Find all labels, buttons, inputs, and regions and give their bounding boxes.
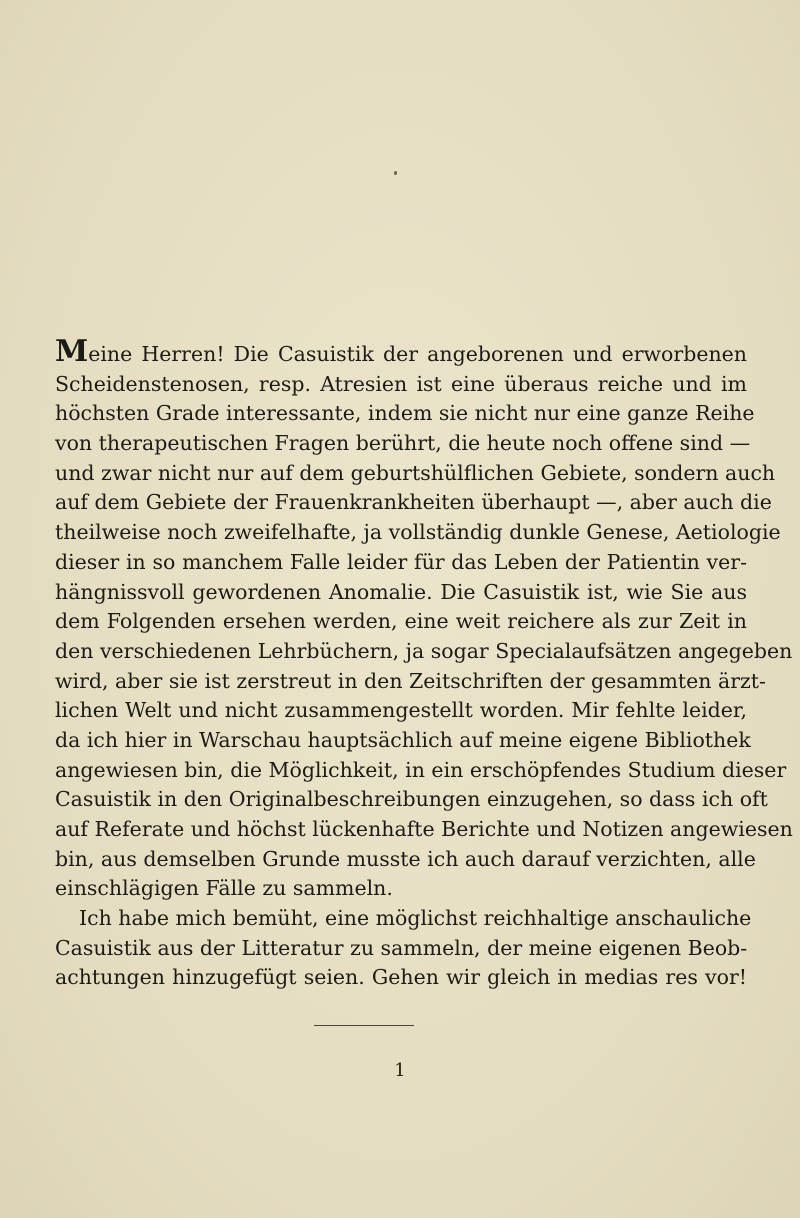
text-line: angewiesen bin, die Möglichkeit, in ein erschöpfendes Studium dieser	[55, 757, 787, 782]
text-line: Meine Herren! Die Casuistik der angeborenen und erworbenen	[55, 334, 747, 369]
text-line: Casuistik in den Originalbeschreibungen einzugehen, so dass ich oft	[55, 787, 768, 812]
text-line: von therapeutischen Fragen berührt, die heute noch offene sind —	[55, 431, 751, 456]
text-line: Casuistik aus der Litteratur zu sammeln, der meine eigenen Beob-	[55, 935, 748, 960]
text-line: dem Folgenden ersehen werden, eine weit reichere als zur Zeit in	[55, 609, 747, 634]
text-line: dieser in so manchem Falle leider für das Leben der Patientin ver-	[55, 549, 747, 574]
text-line: lichen Welt und nicht zusammengestellt worden. Mir fehlte leider,	[55, 698, 747, 723]
text-line: auf Referate und höchst lückenhafte Berichte und Notizen angewiesen	[55, 817, 793, 841]
text-line: höchsten Grade interessante, indem sie nicht nur eine ganze Reihe	[55, 401, 755, 426]
text-line: einschlägigen Fälle zu sammeln.	[55, 876, 393, 901]
text-line: achtungen hinzugefügt seien. Gehen wir gleich in medias res vor!	[55, 965, 747, 990]
text-line: bin, aus demselben Grunde musste ich auch darauf verzichten, alle	[55, 846, 756, 871]
text-line: und zwar nicht nur auf dem geburtshülflichen Gebiete, sondern auch	[55, 460, 776, 485]
paper-speck	[394, 171, 397, 175]
text-line: hängnissvoll gewordenen Anomalie. Die Casuistik ist, wie Sie aus	[55, 579, 747, 604]
section-rule	[314, 1025, 414, 1026]
text-line: den verschiedenen Lehrbüchern, ja sogar Specialaufsätzen angegeben	[55, 638, 793, 663]
text-line: Scheidenstenosen, resp. Atresien ist eine überaus reiche und im	[55, 371, 747, 396]
text-line: wird, aber sie ist zerstreut in den Zeitschriften der gesammten ärzt-	[55, 668, 766, 693]
text-line: auf dem Gebiete der Frauenkrankheiten überhaupt —, aber auch die	[55, 490, 772, 515]
body-text	[55, 334, 793, 993]
text-line: theilweise noch zweifelhafte, ja vollständig dunkle Genese, Aetiologie	[55, 520, 781, 545]
text-line: da ich hier in Warschau hauptsächlich auf meine eigene Bibliothek	[55, 727, 751, 752]
text-line: Ich habe mich bemüht, eine möglichst reichhaltige anschauliche	[79, 906, 752, 931]
drop-cap: M	[55, 334, 89, 369]
page-number: 1	[394, 1060, 406, 1081]
